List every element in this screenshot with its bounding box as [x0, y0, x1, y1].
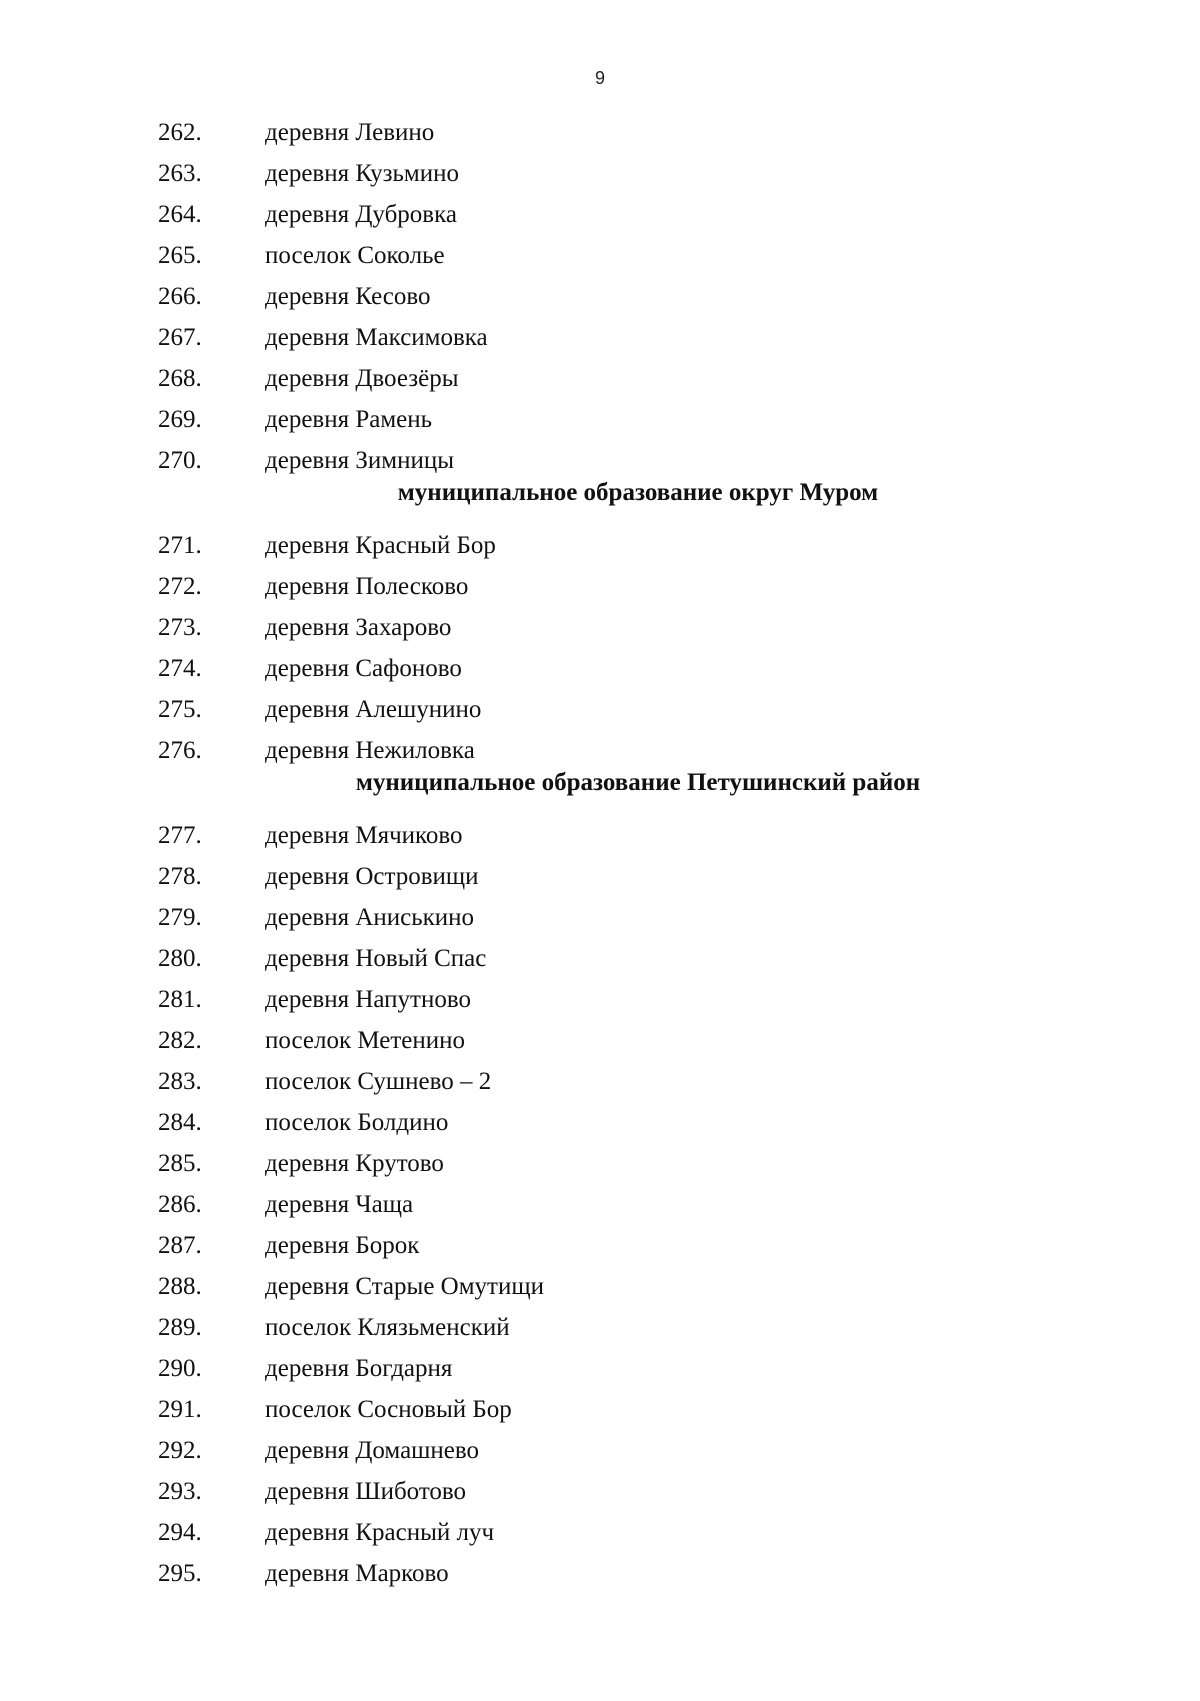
list-item	[158, 1016, 1058, 1057]
list-item	[158, 1303, 1058, 1344]
list-item	[158, 272, 1058, 313]
settlement-name: деревня Старые Омутищи	[265, 1273, 544, 1300]
section-header: муниципальное образование округ Муром	[397, 479, 879, 506]
item-number: 269.	[158, 406, 202, 433]
item-number: 273.	[158, 614, 202, 641]
list-item	[158, 190, 1058, 231]
list-item	[158, 1221, 1058, 1262]
settlement-name: деревня Домашнево	[265, 1437, 480, 1464]
settlement-name: деревня Двоезёры	[265, 365, 459, 392]
item-number: 271.	[158, 532, 202, 559]
item-number: 262.	[158, 119, 202, 146]
section-header: муниципальное образование Петушинский район	[355, 769, 921, 796]
settlement-name: деревня Сафоново	[265, 655, 462, 682]
list-item	[158, 1344, 1058, 1385]
list-item	[158, 811, 1058, 852]
settlement-name: поселок Метенино	[265, 1027, 466, 1054]
settlement-name: деревня Островищи	[265, 863, 479, 890]
list-item	[158, 395, 1058, 436]
list-item	[158, 313, 1058, 354]
item-number: 266.	[158, 283, 202, 310]
list-item	[158, 1057, 1058, 1098]
list-item	[158, 1549, 1058, 1590]
item-number: 289.	[158, 1314, 202, 1341]
item-number: 294.	[158, 1519, 202, 1546]
settlement-name: деревня Напутново	[265, 986, 471, 1013]
item-number: 295.	[158, 1560, 202, 1587]
settlement-name: деревня Красный Бор	[265, 532, 496, 559]
list-item	[158, 1426, 1058, 1467]
settlement-name: деревня Кесово	[265, 283, 431, 310]
list-item	[158, 436, 1058, 477]
list-item	[158, 521, 1058, 562]
item-number: 291.	[158, 1396, 202, 1423]
settlement-name: деревня Чаща	[265, 1191, 414, 1218]
item-number: 290.	[158, 1355, 202, 1382]
item-number: 280.	[158, 945, 202, 972]
settlement-name: деревня Алешунино	[265, 696, 482, 723]
settlement-name: деревня Максимовка	[265, 324, 488, 351]
settlement-name: поселок Сушнево – 2	[265, 1068, 492, 1095]
settlement-name: деревня Левино	[265, 119, 435, 146]
settlement-name: поселок Соколье	[265, 242, 445, 269]
item-number: 282.	[158, 1027, 202, 1054]
list-item	[158, 1385, 1058, 1426]
list-item	[158, 1467, 1058, 1508]
list-item	[158, 893, 1058, 934]
settlement-name: деревня Красный луч	[265, 1519, 495, 1546]
item-number: 270.	[158, 447, 202, 474]
item-number: 281.	[158, 986, 202, 1013]
item-number: 285.	[158, 1150, 202, 1177]
list-item	[158, 726, 1058, 767]
list-item	[158, 603, 1058, 644]
settlement-name: поселок Клязьменский	[265, 1314, 510, 1341]
settlement-name: деревня Шиботово	[265, 1478, 467, 1505]
list-item	[158, 1180, 1058, 1221]
settlement-list	[158, 108, 1058, 1590]
settlement-name: деревня Зимницы	[265, 447, 455, 474]
list-item	[158, 852, 1058, 893]
list-item	[158, 685, 1058, 726]
item-number: 288.	[158, 1273, 202, 1300]
list-item	[158, 1098, 1058, 1139]
list-item	[158, 231, 1058, 272]
item-number: 267.	[158, 324, 202, 351]
item-number: 287.	[158, 1232, 202, 1259]
list-item	[158, 354, 1058, 395]
settlement-name: деревня Новый Спас	[265, 945, 487, 972]
item-number: 265.	[158, 242, 202, 269]
item-number: 286.	[158, 1191, 202, 1218]
list-item	[158, 149, 1058, 190]
settlement-name: деревня Аниськино	[265, 904, 475, 931]
item-number: 263.	[158, 160, 202, 187]
settlement-name: деревня Захарово	[265, 614, 452, 641]
list-item	[158, 1139, 1058, 1180]
list-item	[158, 934, 1058, 975]
settlement-name: деревня Богдарня	[265, 1355, 453, 1382]
list-item	[158, 644, 1058, 685]
item-number: 292.	[158, 1437, 202, 1464]
list-item	[158, 1262, 1058, 1303]
item-number: 283.	[158, 1068, 202, 1095]
list-item	[158, 562, 1058, 603]
settlement-name: деревня Дубровка	[265, 201, 457, 228]
item-number: 275.	[158, 696, 202, 723]
item-number: 268.	[158, 365, 202, 392]
settlement-name: поселок Сосновый Бор	[265, 1396, 512, 1423]
settlement-name: деревня Марково	[265, 1560, 449, 1587]
page-number: 9	[594, 68, 605, 88]
item-number: 284.	[158, 1109, 202, 1136]
item-number: 277.	[158, 822, 202, 849]
settlement-name: деревня Полесково	[265, 573, 469, 600]
settlement-name: поселок Болдино	[265, 1109, 449, 1136]
item-number: 272.	[158, 573, 202, 600]
item-number: 293.	[158, 1478, 202, 1505]
settlement-name: деревня Мячиково	[265, 822, 463, 849]
item-number: 279.	[158, 904, 202, 931]
item-number: 264.	[158, 201, 202, 228]
settlement-name: деревня Кузьмино	[265, 160, 459, 187]
list-item	[158, 108, 1058, 149]
item-number: 276.	[158, 737, 202, 764]
item-number: 278.	[158, 863, 202, 890]
list-item	[158, 1508, 1058, 1549]
item-number: 274.	[158, 655, 202, 682]
settlement-name: деревня Рамень	[265, 406, 433, 433]
settlement-name: деревня Борок	[265, 1232, 420, 1259]
settlement-name: деревня Нежиловка	[265, 737, 475, 764]
list-item	[158, 975, 1058, 1016]
settlement-name: деревня Крутово	[265, 1150, 444, 1177]
